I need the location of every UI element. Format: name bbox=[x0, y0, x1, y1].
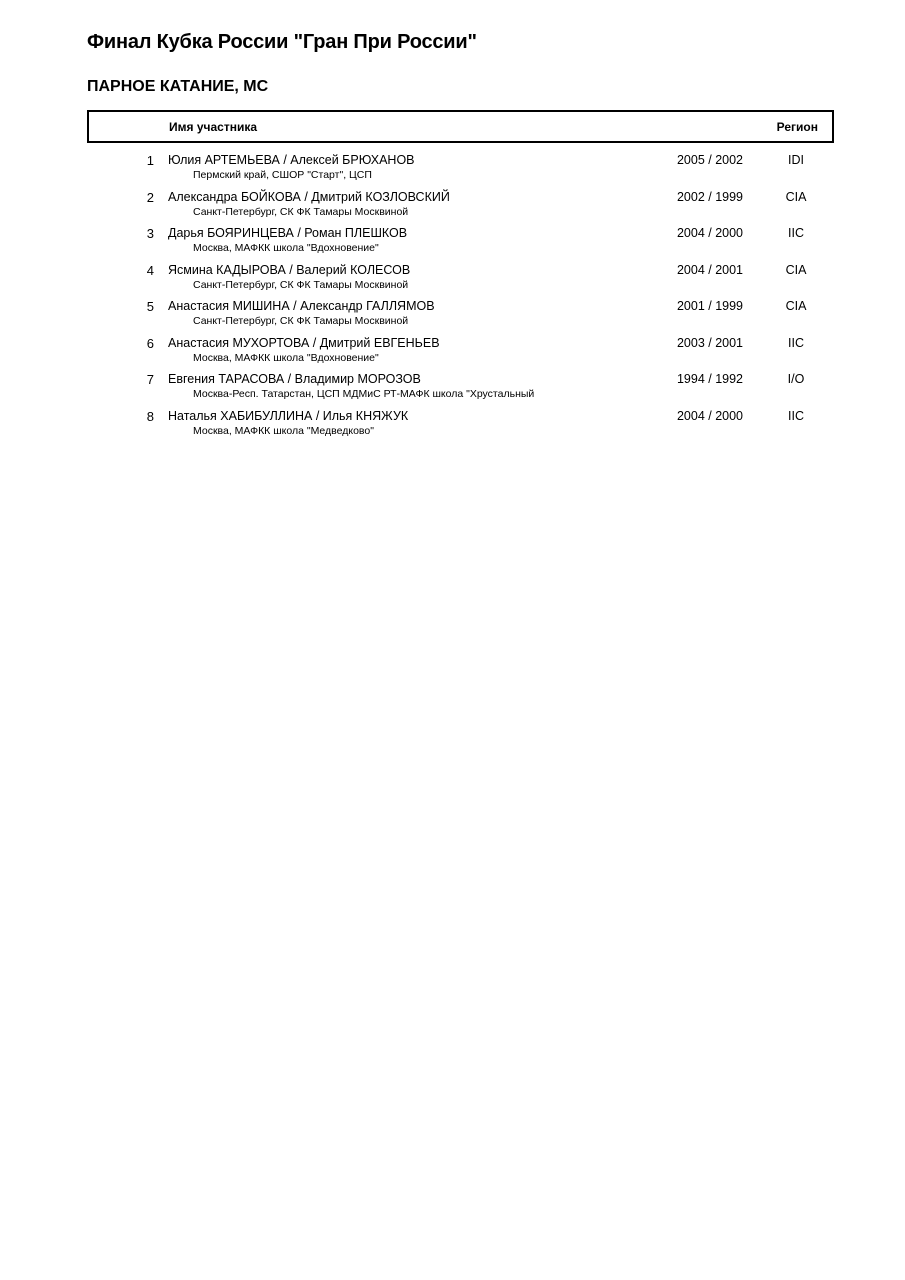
table-row bbox=[0, 296, 905, 333]
table-row bbox=[0, 187, 905, 224]
pair-names: Наталья ХАБИБУЛЛИНА / Илья КНЯЖУК bbox=[168, 408, 409, 423]
club: Москва, МАФКК школа "Вдохновение" bbox=[193, 351, 379, 364]
rank: 8 bbox=[146, 408, 154, 424]
table-row bbox=[0, 406, 905, 443]
birth-years: 2004 / 2001 bbox=[676, 262, 744, 277]
pair-names: Анастасия МУХОРТОВА / Дмитрий ЕВГЕНЬЕВ bbox=[168, 335, 440, 350]
club: Москва-Респ. Татарстан, ЦСП МДМиС РТ-МАФК школа "Хрустальный bbox=[193, 388, 535, 400]
column-header-region: Регион bbox=[776, 120, 818, 134]
rank: 4 bbox=[146, 262, 154, 278]
rank: 7 bbox=[146, 372, 154, 387]
pair-names: Ясмина КАДЫРОВА / Валерий КОЛЕСОВ bbox=[168, 262, 411, 277]
club: Санкт-Петербург, СК ФК Тамары Москвиной bbox=[193, 205, 409, 218]
birth-years: 2004 / 2000 bbox=[676, 226, 744, 240]
birth-years: 2005 / 2002 bbox=[676, 153, 744, 167]
pair-names: Евгения ТАРАСОВА / Владимир МОРОЗОВ bbox=[168, 372, 421, 386]
birth-years: 1994 / 1992 bbox=[676, 372, 744, 386]
table-row bbox=[0, 150, 905, 187]
rank: 6 bbox=[146, 335, 154, 351]
club: Москва, МАФКК школа "Медведково" bbox=[193, 424, 374, 437]
table-row bbox=[0, 369, 905, 406]
region: CIA bbox=[785, 262, 807, 277]
rank: 2 bbox=[146, 189, 154, 205]
pair-names: Александра БОЙКОВА / Дмитрий КОЗЛОВСКИЙ bbox=[168, 189, 450, 204]
region: IIC bbox=[788, 335, 804, 350]
region: CIA bbox=[785, 299, 807, 313]
club: Пермский край, СШОР "Старт", ЦСП bbox=[193, 169, 372, 181]
club: Санкт-Петербург, СК ФК Тамары Москвиной bbox=[193, 278, 409, 291]
birth-years: 2002 / 1999 bbox=[676, 189, 744, 204]
club: Москва, МАФКК школа "Вдохновение" bbox=[193, 242, 379, 254]
table-row bbox=[0, 260, 905, 297]
rank: 5 bbox=[146, 299, 154, 314]
rank: 1 bbox=[146, 153, 154, 168]
participant-list bbox=[0, 150, 905, 442]
table-header bbox=[87, 110, 834, 143]
club: Санкт-Петербург, СК ФК Тамары Москвиной bbox=[193, 315, 409, 327]
column-header-name: Имя участника bbox=[169, 120, 258, 134]
region: CIA bbox=[785, 189, 807, 204]
table-row bbox=[0, 223, 905, 260]
page-title: Финал Кубка России "Гран При России" bbox=[87, 31, 477, 53]
region: I/O bbox=[787, 372, 805, 386]
table-row bbox=[0, 333, 905, 370]
region: IIC bbox=[788, 226, 804, 240]
birth-years: 2003 / 2001 bbox=[676, 335, 744, 350]
section-title: ПАРНОЕ КАТАНИЕ, МС bbox=[87, 78, 269, 95]
region: IIC bbox=[788, 408, 804, 423]
rank: 3 bbox=[146, 226, 154, 241]
pair-names: Анастасия МИШИНА / Александр ГАЛЛЯМОВ bbox=[168, 299, 435, 313]
birth-years: 2004 / 2000 bbox=[676, 408, 744, 423]
pair-names: Дарья БОЯРИНЦЕВА / Роман ПЛЕШКОВ bbox=[168, 226, 408, 240]
pair-names: Юлия АРТЕМЬЕВА / Алексей БРЮХАНОВ bbox=[168, 153, 415, 167]
birth-years: 2001 / 1999 bbox=[676, 299, 744, 313]
region: IDI bbox=[788, 153, 804, 167]
